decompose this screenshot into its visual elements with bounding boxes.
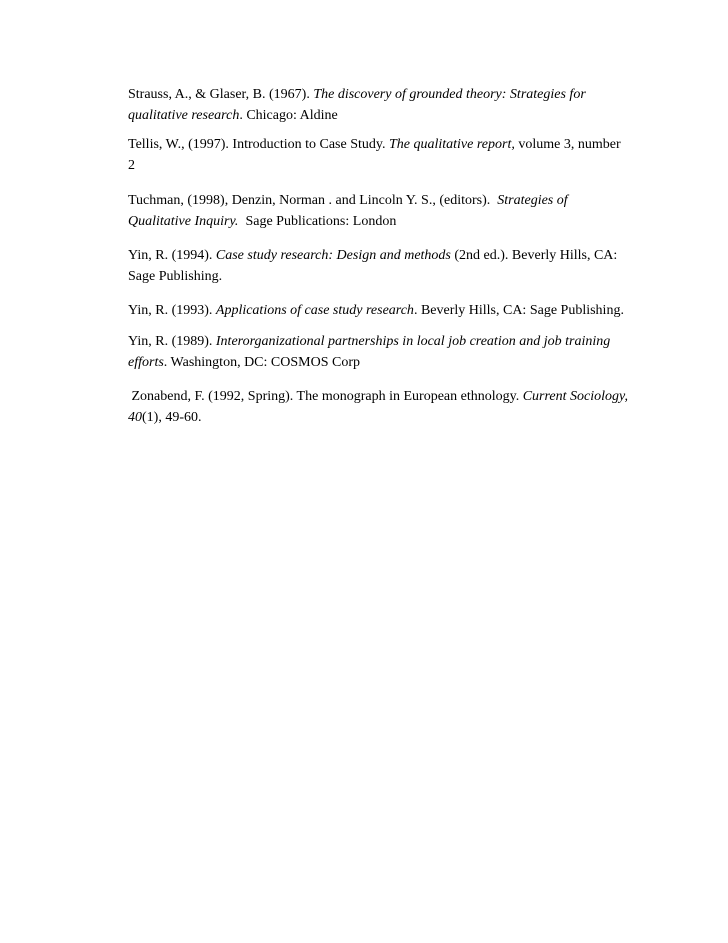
- reference-line: [128, 352, 648, 373]
- reference-line: [128, 134, 648, 155]
- reference-line: [128, 84, 648, 105]
- reference-text: Sage Publishing.: [128, 269, 223, 284]
- reference-title: Qualitative Inquiry.: [128, 214, 239, 229]
- reference-text: Yin, R. (1989).: [128, 334, 216, 349]
- reference-text: . Beverly Hills, CA: Sage Publishing.: [413, 303, 624, 318]
- reference-line: [128, 245, 648, 266]
- reference-title: Interorganizational partnerships in local job creation and job training: [215, 334, 611, 349]
- reference-line: [128, 155, 648, 176]
- reference-text: Strauss, A., & Glaser, B. (1967).: [128, 87, 314, 102]
- reference-title: The discovery of grounded theory: Strategies for: [313, 87, 586, 102]
- reference-line: [128, 407, 648, 428]
- reference-list: [128, 84, 648, 428]
- reference-line: [128, 331, 648, 352]
- reference-text: Zonabend, F. (1992, Spring). The monograph in European ethnology.: [128, 389, 523, 404]
- reference-text: (2nd ed.). Beverly Hills, CA:: [450, 248, 618, 263]
- reference-text: Sage Publications: London: [238, 214, 397, 229]
- reference-entry: [128, 245, 648, 287]
- reference-text: Yin, R. (1994).: [128, 248, 216, 263]
- reference-title: Current Sociology,: [522, 389, 628, 404]
- reference-line: [128, 386, 648, 407]
- reference-title: The qualitative report,: [388, 137, 515, 152]
- reference-entry: [128, 190, 648, 232]
- reference-text: volume 3, number: [514, 137, 621, 152]
- reference-entry: [128, 134, 648, 176]
- reference-text: 2: [128, 158, 135, 173]
- reference-text: Tuchman, (1998), Denzin, Norman . and Lincoln Y. S., (editors).: [128, 193, 498, 208]
- reference-text: Yin, R. (1993).: [128, 303, 216, 318]
- reference-line: [128, 190, 648, 211]
- reference-title: qualitative research: [128, 108, 240, 123]
- reference-volume: 40: [128, 410, 142, 425]
- reference-text: . Chicago: Aldine: [239, 108, 338, 123]
- reference-text: (1), 49-60.: [142, 410, 202, 425]
- reference-entry: [128, 386, 648, 428]
- reference-line: [128, 211, 648, 232]
- reference-title: Strategies of: [497, 193, 568, 208]
- reference-line: [128, 266, 648, 287]
- reference-title: efforts: [128, 355, 164, 370]
- reference-entry: [128, 331, 648, 373]
- reference-line: [128, 300, 648, 321]
- reference-title: Case study research: Design and methods: [215, 248, 451, 263]
- reference-entry: [128, 300, 648, 321]
- reference-text: . Washington, DC: COSMOS Corp: [163, 355, 360, 370]
- reference-entry: [128, 84, 648, 126]
- reference-title: Applications of case study research: [215, 303, 414, 318]
- reference-line: [128, 105, 648, 126]
- reference-text: Tellis, W., (1997). Introduction to Case Study.: [128, 137, 389, 152]
